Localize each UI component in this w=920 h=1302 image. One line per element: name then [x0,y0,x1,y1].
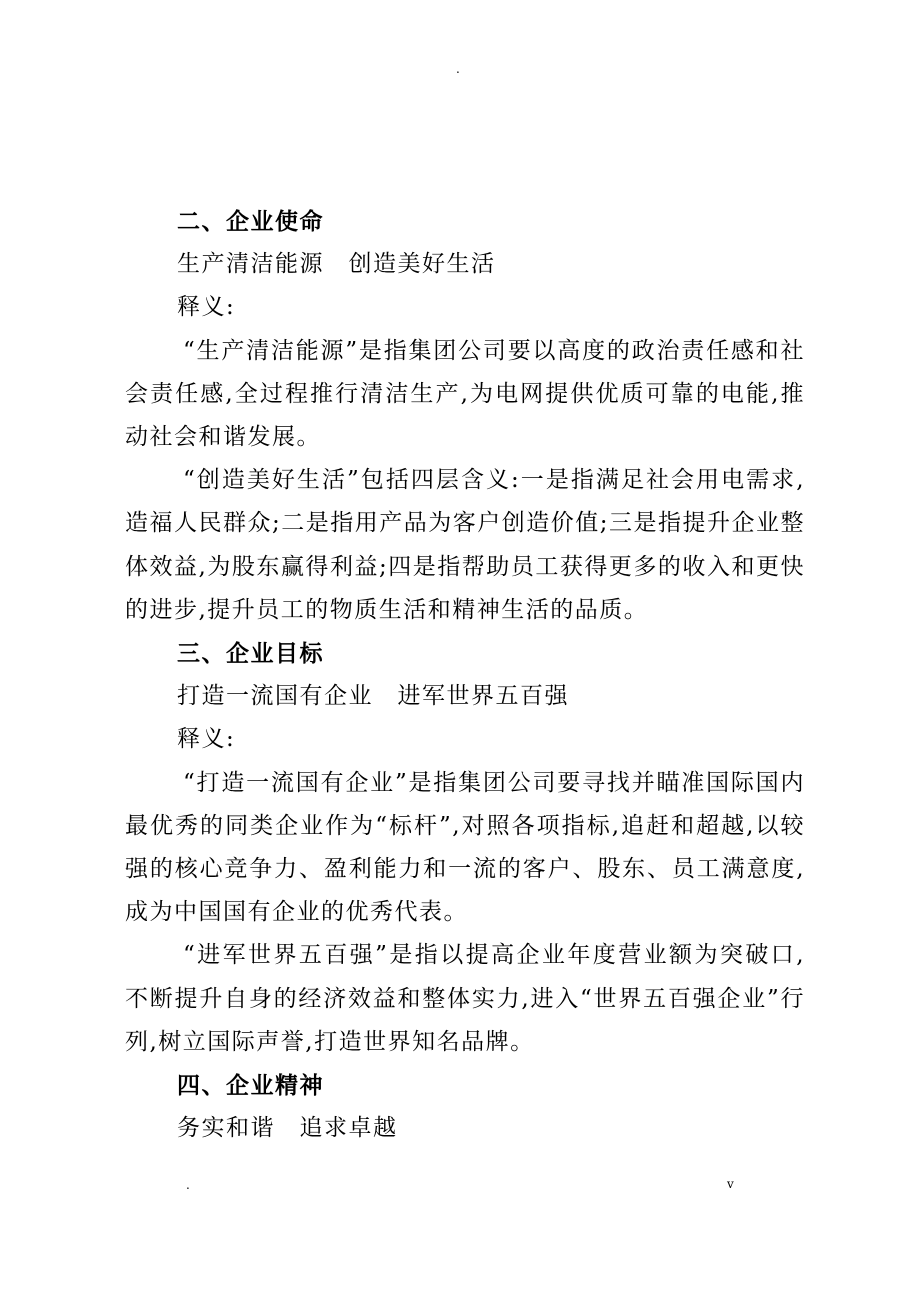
section-mission [125,200,805,632]
mission-note-label: 释义: [177,294,236,321]
mission-paragraph-1: “生产清洁能源”是指集团公司要以高度的政治责任感和社会责任感,全过程推行清洁生产,为电网提供优质可靠的电能,推动社会和谐发展。 [125,337,805,451]
mission-paragraph-2: “创造美好生活”包括四层含义:一是指满足社会用电需求,造福人民群众;二是指用产品为客户创造价值;三是指提升企业整体效益,为股东赢得利益;四是指帮助员工获得更多的收入和更快的进步,提升员工的物质生活和精神生活的品质。 [125,467,805,623]
section-heading-spirit: 四、企业精神 [177,1072,324,1100]
goal-note-label: 释义: [177,726,236,753]
goal-slogan: 打造一流国有企业 进军世界五百强 [177,683,569,710]
section-heading-goal: 三、企业目标 [177,640,324,668]
mission-slogan: 生产清洁能源 创造美好生活 [177,251,496,278]
section-heading-mission: 二、企业使命 [177,208,324,235]
document-body [125,200,805,1150]
spirit-slogan: 务实和谐 追求卓越 [177,1115,398,1142]
section-goal [125,632,805,1064]
section-spirit [125,1064,805,1150]
footer-right-mark: v [727,1177,734,1191]
header-mark: . [456,62,460,76]
goal-paragraph-1: “打造一流国有企业”是指集团公司要寻找并瞄准国际国内最优秀的同类企业作为“标杆”,对照各项指标,追赶和超越,以较强的核心竞争力、盈利能力和一流的客户、股东、员工满意度,成为中国国有企业的优秀代表。 [125,769,805,926]
footer-left-mark: . [186,1178,190,1192]
goal-paragraph-2: “进军世界五百强”是指以提高企业年度营业额为突破口,不断提升自身的经济效益和整体实力,进入“世界五百强企业”行列,树立国际声誉,打造世界知名品牌。 [125,942,805,1055]
